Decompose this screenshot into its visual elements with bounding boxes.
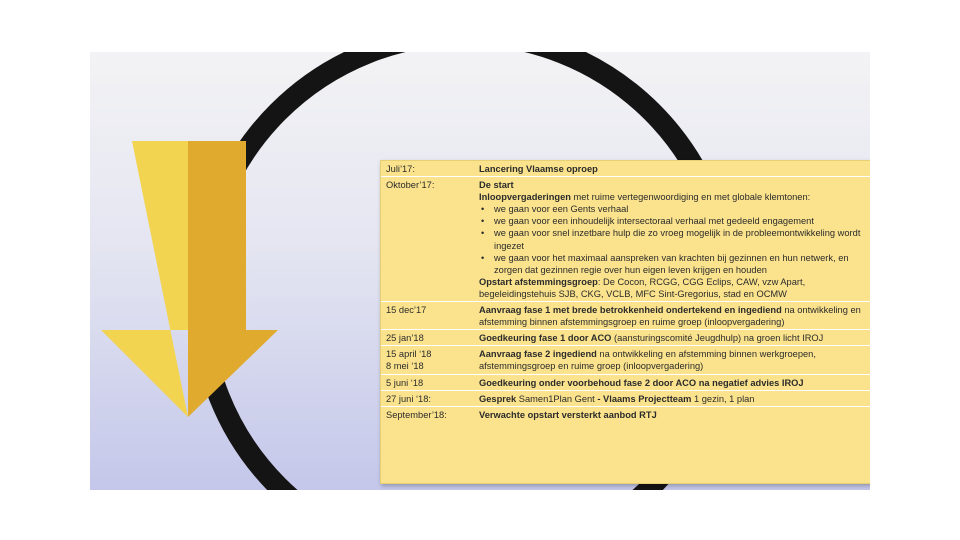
bullet-list	[479, 203, 870, 276]
date-text: 15 dec’17	[386, 305, 427, 316]
table-row	[381, 302, 870, 330]
text: : De Cocon, RCGG, CGG Eclips, CAW, vzw Apart, begeleidingstehuis SJB, CKG, VCLB, MFC Sint-Gregorius, stad en OCMW	[479, 276, 806, 299]
date-text: 8 mei ‘18	[386, 361, 424, 372]
bold-text: De start	[479, 180, 514, 191]
row-date	[381, 406, 474, 422]
text: na ontwikkeling en afstemming binnen afstemmingsgroep en ruime groep (inloopvergadering)	[479, 305, 861, 328]
text: 1 gezin, 1 plan	[691, 393, 755, 404]
down-arrow-icon	[90, 52, 290, 432]
row-date	[381, 177, 474, 302]
row-date	[381, 302, 474, 330]
row-line	[479, 332, 870, 344]
bold-text: Aanvraag fase 1 met brede betrokkenheid ondertekend en ingediend	[479, 305, 782, 316]
text: Samen1Plan Gent	[518, 393, 595, 404]
row-line	[479, 191, 870, 203]
row-line	[479, 393, 870, 405]
text: na ontwikkeling en afstemming binnen werkgroepen, afstemmingsgroep en ruime groep (inloopvergadering)	[479, 349, 816, 372]
row-date	[381, 346, 474, 374]
bullet-item: • we gaan voor snel inzetbare hulp die zo vroeg mogelijk in de probleemontwikkeling wordt ingezet	[479, 227, 870, 251]
row-line	[479, 304, 870, 328]
bold-text: Goedkeuring onder voorbehoud fase 2 door ACO na negatief advies IROJ	[479, 377, 804, 388]
row-date	[381, 390, 474, 406]
date-text: Juli’17:	[386, 164, 415, 174]
bold-text: Aanvraag fase 2 ingediend	[479, 349, 597, 360]
date-text: 27 juni ‘18:	[386, 393, 431, 404]
row-line	[479, 377, 870, 389]
table-row	[381, 346, 870, 374]
row-content	[474, 302, 870, 330]
table-row	[381, 390, 870, 406]
bullet-item: • we gaan voor het maximaal aanspreken van krachten bij gezinnen en hun netwerk, en zorgen dat gezinnen regie over hun eigen leven krijgen en houden	[479, 252, 870, 276]
row-content	[474, 374, 870, 390]
bold-text: Inloopvergaderingen	[479, 192, 571, 203]
row-date	[381, 374, 474, 390]
row-line	[479, 409, 870, 421]
table-row	[381, 406, 870, 422]
row-line	[479, 348, 870, 372]
row-line	[479, 179, 870, 191]
bullet-item: • we gaan voor een Gents verhaal	[479, 203, 870, 215]
row-content	[474, 177, 870, 302]
row-content	[474, 346, 870, 374]
row-line	[479, 163, 870, 175]
bullet-item: • we gaan voor een inhoudelijk intersectoraal verhaal met gedeeld engagement	[479, 215, 870, 227]
date-text: 25 jan’18	[386, 333, 424, 344]
date-text: September’18:	[386, 409, 447, 420]
table-row	[381, 161, 870, 177]
bold-text: Verwachte opstart versterkt aanbod RTJ	[479, 409, 657, 420]
timeline-table	[380, 160, 870, 484]
bold-text: Goedkeuring fase 1 door ACO	[479, 333, 612, 344]
bold-text: Vlaams Projectteam	[603, 393, 692, 404]
bold-text: -	[594, 393, 604, 404]
date-text: 15 april ‘18	[386, 349, 432, 360]
row-date	[381, 330, 474, 346]
table-row	[381, 374, 870, 390]
text: met ruime vertegenwoordiging en met globale klemtonen:	[570, 192, 811, 203]
row-content	[474, 330, 870, 346]
date-text: 5 juni ‘18	[386, 377, 424, 388]
row-content	[474, 406, 870, 422]
bold-text: Gesprek	[479, 393, 519, 404]
row-content	[474, 161, 870, 177]
row-line	[479, 276, 870, 300]
row-content	[474, 390, 870, 406]
table-row	[381, 330, 870, 346]
row-date	[381, 161, 474, 177]
bold-text: Lancering Vlaamse oproep	[479, 164, 598, 174]
date-text: Oktober’17:	[386, 180, 435, 191]
bold-text: Opstart afstemmingsgroep	[479, 276, 598, 287]
text: (aansturingscomité Jeugdhulp) na groen licht IROJ	[611, 333, 824, 344]
table-row	[381, 177, 870, 302]
slide-background	[90, 52, 870, 490]
